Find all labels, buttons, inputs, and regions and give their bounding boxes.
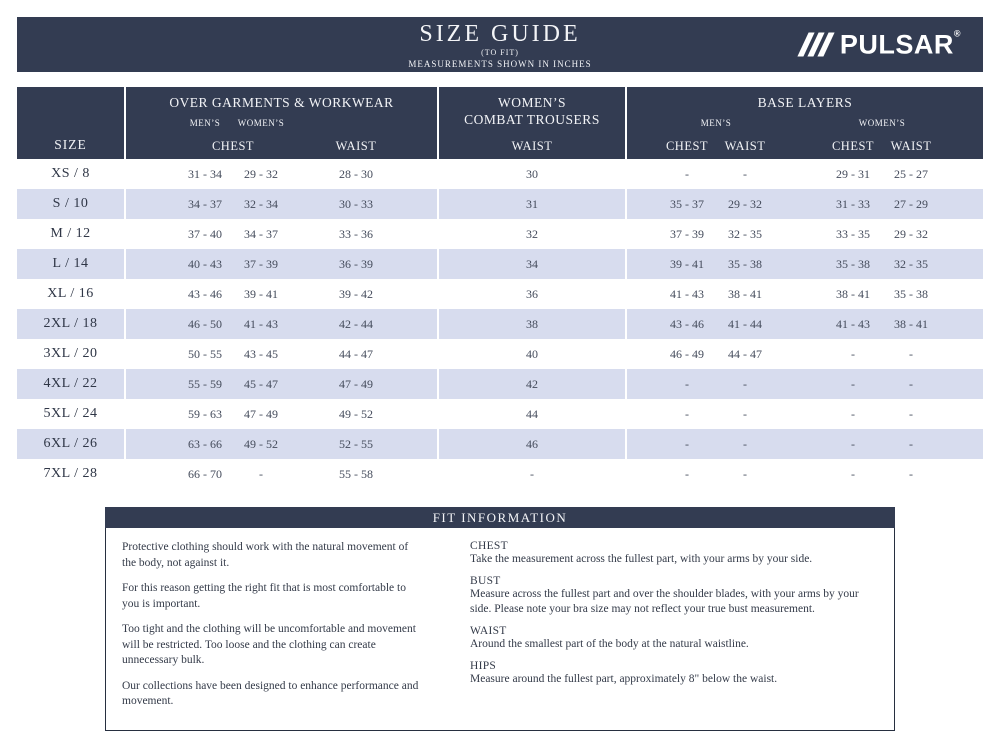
measurement-text: Take the measurement across the fullest part, with your arms by your side. [470,553,813,565]
value-cell: - [909,406,913,421]
value-cell: 32 - 35 [728,226,762,241]
value-cell: - [685,376,689,391]
value-cell: 29 - 32 [244,166,278,181]
value-cell: 40 [526,346,538,361]
value-cell: 47 - 49 [244,406,278,421]
row-base-layers-section [627,159,983,189]
value-cell: 41 - 44 [728,316,762,331]
chest-column-label: CHEST [665,139,709,153]
value-cell: - [851,376,855,391]
value-cell: 43 - 45 [244,346,278,361]
value-cell: - [851,466,855,481]
value-cell: 31 - 33 [836,196,870,211]
value-cell: 35 - 37 [670,196,704,211]
chest-column-label: CHEST [211,139,255,153]
table-row [17,399,983,429]
row-over-garments-section [126,429,437,459]
measurement-unit-note: MEASUREMENTS SHOWN IN INCHES [408,59,592,69]
fit-information-body [105,528,895,731]
measurement-text: Measure around the fullest part, approximately 8" below the waist. [470,672,778,685]
row-base-layers-section [627,189,983,219]
waist-column-label: WAIST [511,139,553,153]
row-base-layers-section [627,429,983,459]
fit-note: Protective clothing should work with the natural movement of the body, not against it. [122,541,409,569]
over-garments-measure-row [126,139,437,154]
fit-information-panel [105,507,895,731]
size-cell: L / 14 [52,256,89,271]
measurement-block [470,660,878,687]
row-over-garments-section [126,219,437,249]
value-cell: 41 - 43 [670,286,704,301]
value-cell: 30 - 33 [339,196,373,211]
value-cell: 25 - 27 [894,166,928,181]
value-cell: 45 - 47 [244,376,278,391]
table-row [17,249,983,279]
combat-trousers-header [439,87,625,159]
measurement-block [470,625,878,652]
base-layers-header [627,87,983,159]
value-cell: 44 - 47 [339,346,373,361]
chest-column-label: CHEST [831,139,875,153]
size-cell: M / 12 [50,226,91,241]
table-row [17,429,983,459]
registered-trademark-mark: ® [953,28,961,38]
value-cell: 32 - 35 [894,256,928,271]
over-garments-title: OVER GARMENTS & WORKWEAR [169,95,394,110]
row-size-section [17,219,124,249]
value-cell: 66 - 70 [188,466,222,481]
measurement-label: CHEST [470,540,508,552]
value-cell: 40 - 43 [188,256,222,271]
size-cell: 4XL / 22 [43,376,98,391]
value-cell: 36 - 39 [339,256,373,271]
value-cell: 38 - 41 [894,316,928,331]
value-cell: 46 - 49 [670,346,704,361]
combat-title-line2: COMBAT TROUSERS [464,111,600,127]
value-cell: 33 - 36 [339,226,373,241]
fit-note: Our collections have been designed to enhance performance and movement. [122,679,419,708]
value-cell: 44 [526,406,538,421]
waist-column-label: WAIST [724,139,766,153]
row-base-layers-section [627,339,983,369]
value-cell: 39 - 41 [670,256,704,271]
value-cell: - [259,466,263,481]
value-cell: 39 - 42 [339,286,373,301]
value-cell: 39 - 41 [244,286,278,301]
row-over-garments-section [126,459,437,489]
fit-note: For this reason getting the right fit that is most comfortable to you is important. [122,582,406,610]
row-over-garments-section [126,309,437,339]
table-row [17,339,983,369]
size-header-label: SIZE [54,137,87,152]
value-cell: - [685,166,689,181]
combat-measure-row [439,139,625,154]
row-combat-section [439,219,625,249]
row-combat-section [439,339,625,369]
size-table-body [17,159,983,489]
fit-general-notes [122,540,452,720]
value-cell: 41 - 43 [836,316,870,331]
size-guide-table [17,87,983,489]
value-cell: 31 [526,196,538,211]
row-over-garments-section [126,339,437,369]
value-cell: 47 - 49 [339,376,373,391]
row-size-section [17,279,124,309]
page-subtitle: (TO FIT) [481,48,519,57]
size-cell: XL / 16 [47,286,94,301]
row-base-layers-section [627,399,983,429]
waist-column-label: WAIST [890,139,932,153]
size-cell: 2XL / 18 [43,316,98,331]
combat-trousers-title [439,95,625,129]
fit-note: Too tight and the clothing will be uncomfortable and movement will be restricted. Too loose and the clothing can create unnecessary bulk. [122,623,416,667]
row-base-layers-section [627,249,983,279]
value-cell: 55 - 58 [339,466,373,481]
table-row [17,219,983,249]
value-cell: 35 - 38 [728,256,762,271]
value-cell: 50 - 55 [188,346,222,361]
value-cell: 46 [526,436,538,451]
value-cell: 49 - 52 [339,406,373,421]
row-size-section [17,399,124,429]
row-size-section [17,369,124,399]
base-layers-title: BASE LAYERS [757,95,853,110]
value-cell: 37 - 40 [188,226,222,241]
value-cell: - [851,436,855,451]
mens-label: MEN’S [700,117,732,128]
mens-label: MEN’S [189,117,221,128]
row-over-garments-section [126,159,437,189]
row-combat-section [439,189,625,219]
fit-information-title: FIT INFORMATION [105,507,895,528]
value-cell: 52 - 55 [339,436,373,451]
value-cell: 32 [526,226,538,241]
row-combat-section [439,249,625,279]
value-cell: - [909,376,913,391]
value-cell: - [743,166,747,181]
value-cell: 42 [526,376,538,391]
value-cell: - [851,346,855,361]
value-cell: 55 - 59 [188,376,222,391]
value-cell: 63 - 66 [188,436,222,451]
size-cell: XS / 8 [51,166,90,181]
value-cell: 29 - 31 [836,166,870,181]
row-combat-section [439,459,625,489]
table-row [17,189,983,219]
value-cell: - [909,436,913,451]
measurement-text: Measure across the fullest part and over the shoulder blades, with your arms by your side. Please note your bra size may not reflect your true bust measurement. [470,587,859,615]
row-combat-section [439,429,625,459]
size-column-header [17,87,124,159]
value-cell: - [909,466,913,481]
row-combat-section [439,279,625,309]
value-cell: 37 - 39 [670,226,704,241]
womens-label: WOMEN’S [237,117,285,128]
value-cell: - [743,406,747,421]
value-cell: 49 - 52 [244,436,278,451]
value-cell: - [743,376,747,391]
value-cell: - [685,406,689,421]
spacer [774,139,824,154]
base-layers-gender-row [627,118,983,128]
table-header [17,87,983,159]
value-cell: 38 [526,316,538,331]
table-row [17,279,983,309]
brand-name [839,28,961,59]
value-cell: 31 - 34 [188,166,222,181]
row-size-section [17,339,124,369]
row-base-layers-section [627,279,983,309]
value-cell: 43 - 46 [188,286,222,301]
value-cell: 59 - 63 [188,406,222,421]
value-cell: 29 - 32 [894,226,928,241]
row-size-section [17,459,124,489]
row-combat-section [439,309,625,339]
row-size-section [17,309,124,339]
row-combat-section [439,369,625,399]
value-cell: 36 [526,286,538,301]
measurement-text: Around the smallest part of the body at the natural waistline. [470,637,749,650]
row-over-garments-section [126,189,437,219]
pulsar-logo [803,28,961,59]
size-cell: 7XL / 28 [43,466,98,481]
row-base-layers-section [627,459,983,489]
value-cell: 41 - 43 [244,316,278,331]
row-over-garments-section [126,249,437,279]
row-size-section [17,249,124,279]
value-cell: 33 - 35 [836,226,870,241]
value-cell: - [685,466,689,481]
value-cell: 27 - 29 [894,196,928,211]
over-garments-header [126,87,437,159]
value-cell: 29 - 32 [728,196,762,211]
row-over-garments-section [126,369,437,399]
row-base-layers-section [627,369,983,399]
value-cell: 28 - 30 [339,166,373,181]
value-cell: - [909,346,913,361]
measurement-block [470,575,878,617]
value-cell: - [530,466,534,481]
size-cell: S / 10 [52,196,89,211]
table-row [17,309,983,339]
row-over-garments-section [126,279,437,309]
value-cell: 32 - 34 [244,196,278,211]
value-cell: 43 - 46 [670,316,704,331]
value-cell: 34 - 37 [244,226,278,241]
page-title: SIZE GUIDE [419,21,581,47]
table-row [17,369,983,399]
over-garments-gender-row [126,118,437,128]
value-cell: 46 - 50 [188,316,222,331]
size-cell: 3XL / 20 [43,346,98,361]
value-cell: - [743,436,747,451]
value-cell: - [743,466,747,481]
table-row [17,159,983,189]
measurement-label: BUST [470,574,501,587]
womens-label: WOMEN’S [858,117,906,128]
row-combat-section [439,399,625,429]
value-cell: - [851,406,855,421]
value-cell: - [685,436,689,451]
value-cell: 42 - 44 [339,316,373,331]
spacer [774,118,824,128]
measurement-block [470,540,878,567]
row-base-layers-section [627,219,983,249]
row-over-garments-section [126,399,437,429]
row-size-section [17,189,124,219]
value-cell: 34 [526,256,538,271]
value-cell: 38 - 41 [728,286,762,301]
brand-wordmark: PULSAR [839,29,954,59]
value-cell: 38 - 41 [836,286,870,301]
value-cell: 35 - 38 [894,286,928,301]
title-banner [17,17,983,72]
value-cell: 34 - 37 [188,196,222,211]
row-base-layers-section [627,309,983,339]
value-cell: 37 - 39 [244,256,278,271]
measurement-label: HIPS [470,659,497,672]
table-row [17,459,983,489]
logo-slashes-icon [803,33,833,57]
fit-measurement-definitions [452,540,878,720]
size-cell: 6XL / 26 [43,436,98,451]
row-size-section [17,159,124,189]
row-size-section [17,429,124,459]
base-layers-measure-row [627,139,983,154]
waist-column-label: WAIST [335,139,377,153]
combat-title-line1: WOMEN’S [498,95,566,110]
size-cell: 5XL / 24 [43,406,98,421]
value-cell: 30 [526,166,538,181]
row-combat-section [439,159,625,189]
value-cell: 44 - 47 [728,346,762,361]
measurement-label: WAIST [470,624,507,637]
value-cell: 35 - 38 [836,256,870,271]
